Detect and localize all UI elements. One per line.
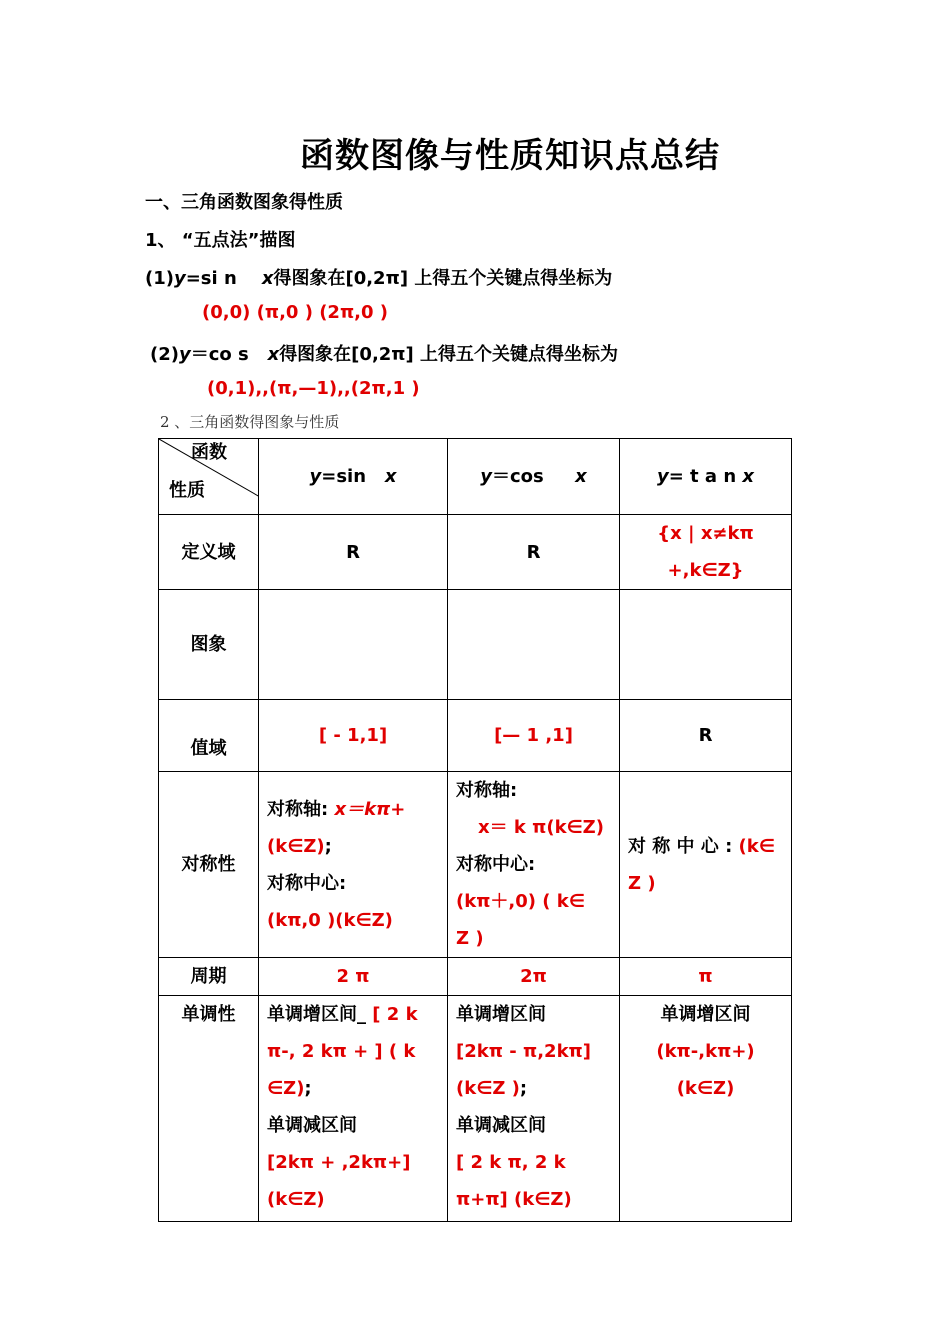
sym-line: (kπ＋,0) ( k∈ [456,891,585,912]
cos-key-points: (0,1),,(π,—1),,(2π,1 ) [207,378,420,399]
label-graph: 图象 [159,590,259,700]
row-period [159,958,792,996]
period-tan: π [620,958,792,996]
monotonic-sin [259,996,448,1222]
domain-tan [620,515,792,590]
range-sin: [ - 1,1] [259,700,448,772]
mono-line: (k∈Z) [676,1078,735,1099]
text: 得图象在[0,2π] 上得五个关键点得坐标为 [273,268,613,289]
section-heading: 一、三角函数图象得性质 [145,192,343,213]
row-domain [159,515,792,590]
graph-cos [448,590,620,700]
symmetry-sin [259,772,448,958]
sym-line: 对称中心: [267,872,347,894]
mono-line: (k∈Z) [267,1189,325,1210]
mono-line [267,996,439,1033]
mono-line: 单调增区间 [660,1004,751,1025]
var-x: x [742,466,755,487]
sym-line: (kπ,0 )(k∈Z) [267,909,393,931]
label-period: 周期 [159,958,259,996]
row-graph [159,590,792,700]
label-range: 值域 [159,700,259,772]
value: (k∈ [738,835,775,857]
domain-sin: R [259,515,448,590]
var-x: x [267,344,280,365]
table-caption: 2 、三角函数得图象与性质 [160,413,340,431]
domain-cos: R [448,515,620,590]
mono-line: [ 2 k π, 2 k [456,1152,566,1173]
label-monotonic: 单调性 [159,996,259,1222]
mono-line: 单调减区间 [267,1115,357,1136]
mono-line [267,1070,439,1107]
table-header-row [159,439,792,515]
monotonic-cos [448,996,620,1222]
var-x: x [384,466,397,487]
period-cos: 2π [448,958,620,996]
sym-line [267,791,439,828]
text: ; [324,835,332,857]
label-symmetry: 对称性 [159,772,259,958]
text: +,k∈Z} [667,560,744,581]
text: 单调增区间_ [267,1004,373,1025]
text: ; [519,1078,528,1099]
row-range [159,700,792,772]
text: ＝co s [190,344,249,365]
sym-line [267,828,439,865]
header-sin [259,439,448,515]
mono-line [456,1070,611,1107]
var-y: y [178,344,191,365]
range-tan: R [620,700,792,772]
subsection-heading: 1、 “五点法”描图 [145,230,296,251]
text: 对称轴: [267,798,335,820]
value: (k∈Z) [267,835,325,857]
period-sin: 2 π [259,958,448,996]
mono-line: π+π] (k∈Z) [456,1189,572,1210]
value: (k∈Z ) [456,1078,520,1099]
graph-tan [620,590,792,700]
page-title: 函数图像与性质知识点总结 [300,136,720,176]
text: =si n [185,268,237,289]
mono-line: 单调增区间 [456,1004,546,1025]
properties-table [158,438,792,1222]
row-symmetry [159,772,792,958]
paragraph-cos [150,340,618,366]
mono-line: [2kπ + ,2kπ+] [267,1152,411,1173]
label-domain: 定义域 [159,515,259,590]
header-cos [448,439,620,515]
corner-function-label: 函数 [191,442,227,463]
range-cos: [— 1 ,1] [448,700,620,772]
graph-sin [259,590,448,700]
corner-cell [159,439,259,515]
var-y: y [173,268,186,289]
sym-line: Z ) [628,872,656,894]
sym-line: 对称中心: [456,854,536,875]
row-monotonic [159,996,792,1222]
var-y: y [480,466,492,487]
symmetry-cos [448,772,620,958]
text: 得图象在[0,2π] 上得五个关键点得坐标为 [279,344,619,365]
symmetry-tan [620,772,792,958]
text: ; [304,1078,312,1099]
value: x＝kπ+ [334,798,406,820]
mono-line: 单调减区间 [456,1115,546,1136]
value: ∈Z) [267,1078,305,1099]
header-tan [620,439,792,515]
text: (1) [145,268,174,289]
var-x: x [261,268,274,289]
mono-line: [2kπ - π,2kπ] [456,1041,591,1062]
sym-line: Z ) [456,928,484,949]
var-y: y [309,466,322,487]
text: =sin [321,466,373,487]
paragraph-sin [145,264,612,290]
text: = t a n [668,466,743,487]
var-y: y [656,466,669,487]
mono-line: (kπ-,kπ+) [656,1041,755,1062]
text: {x | x≠kπ [657,523,754,544]
sym-line [628,828,783,865]
mono-line: π-, 2 kπ + ] ( k [267,1041,416,1062]
value: [ 2 k [372,1004,418,1025]
corner-property-label: 性质 [169,480,205,501]
var-x: x [575,466,587,487]
text: ＝cos [492,466,551,487]
text: 对 称 中 心 : [628,835,739,857]
sin-key-points: (0,0) (π,0 ) (2π,0 ) [202,302,389,323]
sym-line: x＝ k π(k∈Z) [478,817,604,838]
sym-line: 对称轴: [456,780,518,801]
monotonic-tan [620,996,792,1222]
text: (2) [150,344,179,365]
